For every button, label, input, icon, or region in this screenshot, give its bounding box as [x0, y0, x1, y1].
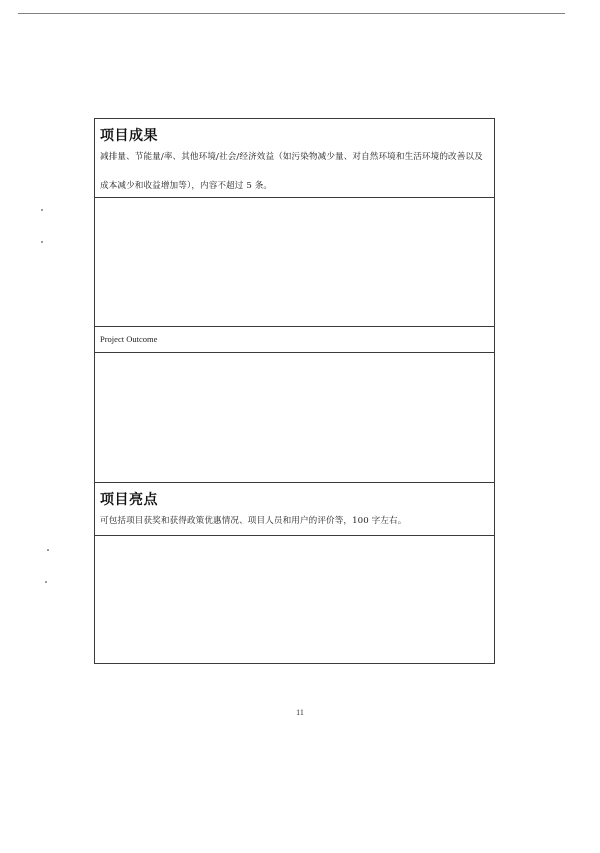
scan-mark [47, 549, 49, 551]
highlight-header-cell [95, 483, 494, 536]
outcome-cn-input[interactable] [95, 198, 494, 326]
outcome-title: 项目成果 [100, 128, 158, 144]
outcome-english-label: Project Outcome [100, 334, 158, 344]
outcome-header-cell [95, 119, 494, 198]
highlight-title: 项目亮点 [100, 492, 158, 508]
outcome-description: 减排量、节能量/率、其他环境/社会/经济效益（如污染物减少量、对自然环境和生活环境的改善以及成本减少和收益增加等），内容不超过 5 条。 [100, 152, 483, 191]
project-form-table [94, 118, 495, 664]
outcome-en-input[interactable] [95, 353, 494, 482]
scan-mark [45, 581, 47, 583]
scan-mark [41, 241, 43, 243]
highlight-input[interactable] [95, 536, 494, 663]
highlight-description: 可包括项目获奖和获得政策优惠情况、项目人员和用户的评价等，100 字左右。 [100, 516, 407, 526]
page-number: 11 [296, 708, 304, 717]
outcome-cn-cell [95, 198, 494, 327]
scan-mark [41, 209, 43, 211]
highlight-cell [95, 536, 494, 663]
header-rule [18, 13, 565, 14]
outcome-en-label-cell [95, 327, 494, 353]
outcome-en-cell [95, 353, 494, 483]
